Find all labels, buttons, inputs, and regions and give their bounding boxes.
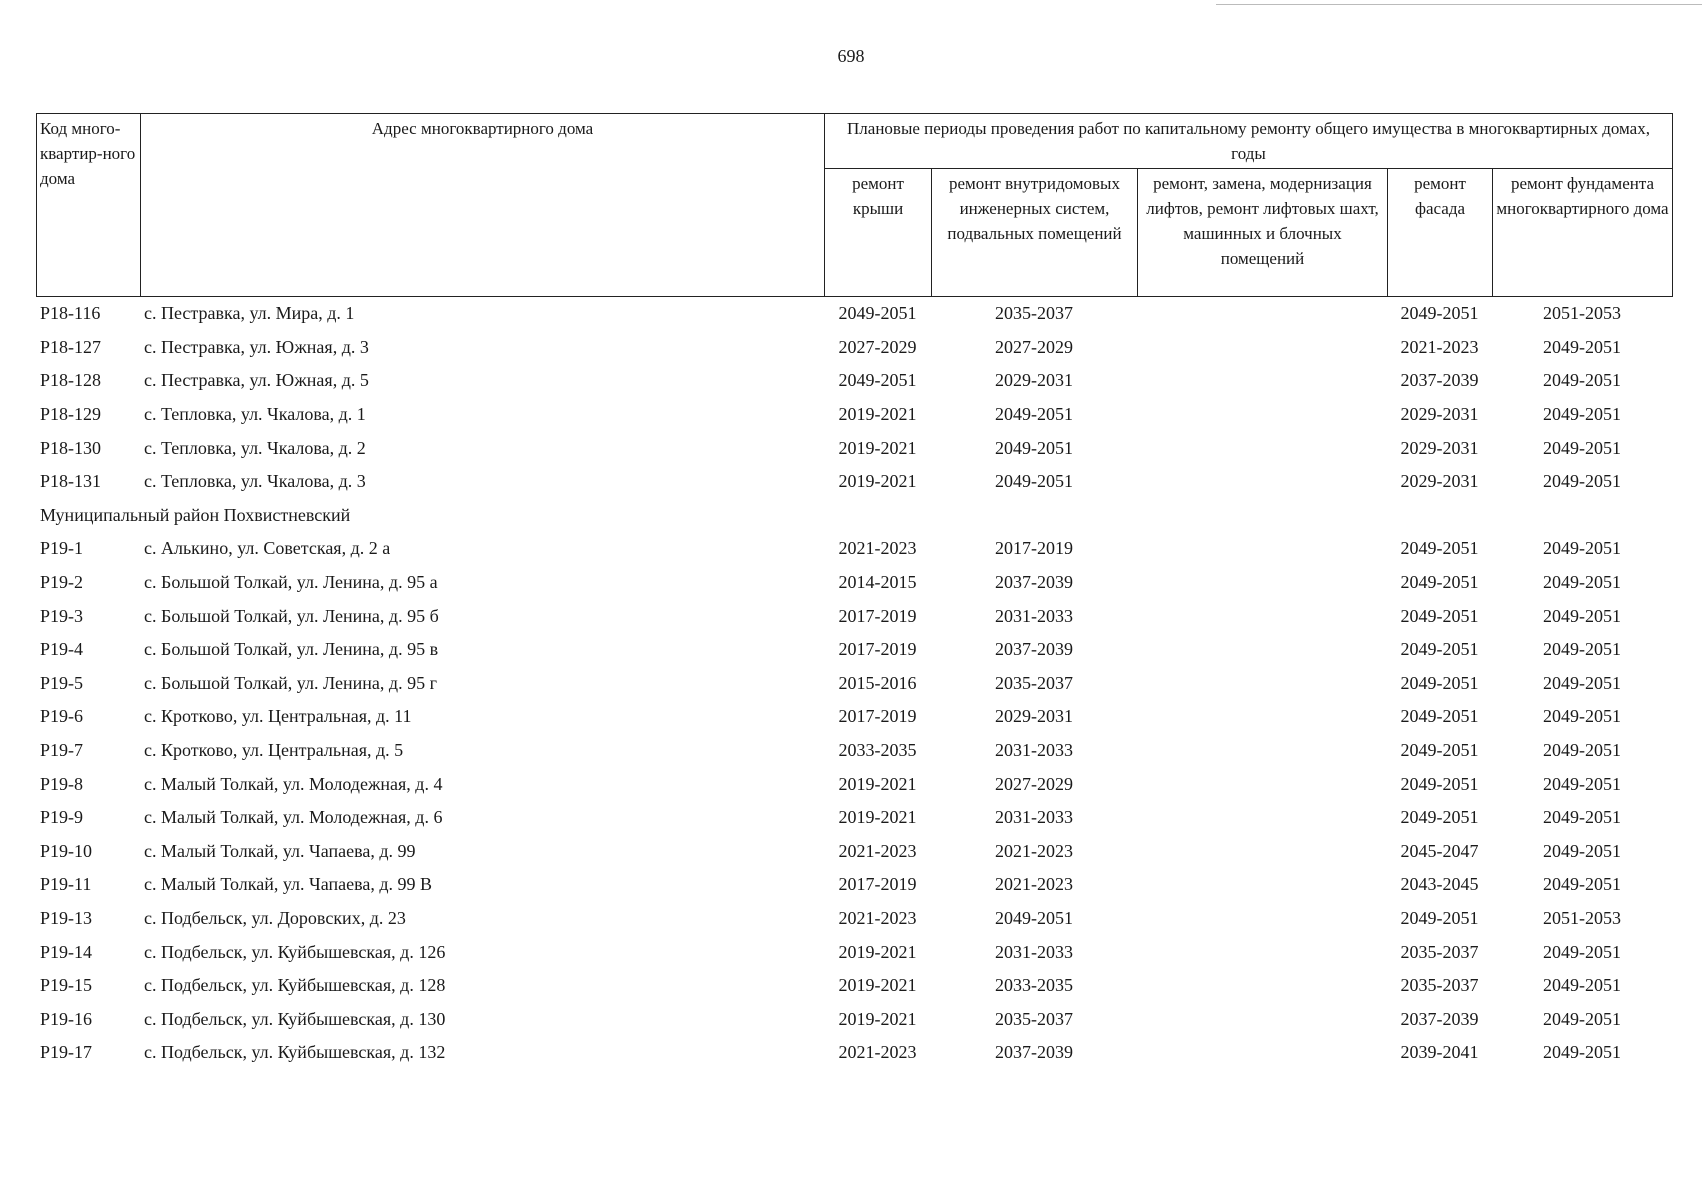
cell-foundation: 2049-2051 [1543, 773, 1621, 794]
rows-group-1 [36, 297, 1672, 499]
table-row [36, 1002, 1672, 1036]
cell-roof: 2019-2021 [838, 437, 917, 458]
cell-roof: 2019-2021 [838, 1008, 917, 1029]
cell-lifts [1137, 1036, 1387, 1070]
cell-facade: 2035-2037 [1400, 975, 1479, 996]
cell-facade: 2037-2039 [1400, 370, 1479, 391]
cell-code: Р18-127 [40, 336, 102, 357]
table-row [36, 734, 1672, 768]
header-periods-group: Плановые периоды проведения работ по капитальному ремонту общего имущества в многоквартирных домах, годы [825, 114, 1673, 169]
cell-code: Р19-15 [40, 975, 93, 996]
cell-foundation: 2049-2051 [1543, 605, 1621, 626]
cell-lifts [1137, 331, 1387, 365]
cell-lifts [1137, 835, 1387, 869]
cell-address: с. Малый Толкай, ул. Чапаева, д. 99 В [144, 874, 432, 895]
cell-address: с. Подбельск, ул. Доровских, д. 23 [144, 907, 406, 928]
cell-facade: 2049-2051 [1400, 572, 1479, 593]
cell-code: Р19-6 [40, 706, 84, 727]
cell-foundation: 2049-2051 [1543, 807, 1621, 828]
cell-lifts [1137, 599, 1387, 633]
cell-systems: 2035-2037 [995, 1008, 1073, 1029]
cell-code: Р19-13 [40, 907, 93, 928]
cell-systems: 2029-2031 [995, 370, 1073, 391]
table-row [36, 364, 1672, 398]
table-row [36, 398, 1672, 432]
cell-foundation: 2049-2051 [1543, 1008, 1621, 1029]
cell-address: с. Подбельск, ул. Куйбышевская, д. 126 [144, 941, 446, 962]
cell-facade: 2049-2051 [1400, 538, 1479, 559]
cell-lifts [1137, 667, 1387, 701]
cell-lifts [1137, 398, 1387, 432]
cell-roof: 2019-2021 [838, 471, 917, 492]
section-row [36, 499, 1672, 533]
table-row [36, 532, 1672, 566]
cell-foundation: 2049-2051 [1543, 336, 1621, 357]
cell-address: с. Подбельск, ул. Куйбышевская, д. 132 [144, 1042, 446, 1063]
cell-address: с. Пестравка, ул. Южная, д. 3 [144, 336, 369, 357]
cell-address: с. Малый Толкай, ул. Молодежная, д. 6 [144, 807, 443, 828]
cell-lifts [1137, 465, 1387, 499]
cell-systems: 2031-2033 [995, 807, 1073, 828]
cell-address: с. Малый Толкай, ул. Чапаева, д. 99 [144, 840, 416, 861]
cell-foundation: 2051-2053 [1543, 303, 1621, 324]
cell-lifts [1137, 297, 1387, 331]
cell-foundation: 2049-2051 [1543, 1042, 1621, 1063]
cell-lifts [1137, 1002, 1387, 1036]
cell-code: Р19-2 [40, 572, 84, 593]
cell-facade: 2049-2051 [1400, 639, 1479, 660]
cell-facade: 2021-2023 [1400, 336, 1479, 357]
cell-lifts [1137, 633, 1387, 667]
cell-code: Р19-8 [40, 773, 84, 794]
cell-facade: 2045-2047 [1400, 840, 1479, 861]
cell-roof: 2021-2023 [838, 840, 917, 861]
cell-facade: 2049-2051 [1400, 773, 1479, 794]
table-row [36, 566, 1672, 600]
cell-roof: 2017-2019 [838, 706, 917, 727]
cell-facade: 2049-2051 [1400, 706, 1479, 727]
cell-address: с. Кротково, ул. Центральная, д. 5 [144, 740, 404, 761]
cell-systems: 2021-2023 [995, 840, 1073, 861]
cell-foundation: 2049-2051 [1543, 437, 1621, 458]
header-lifts: ремонт, замена, модернизация лифтов, ремонт лифтовых шахт, машинных и блочных помещений [1138, 169, 1388, 297]
cell-facade: 2043-2045 [1400, 874, 1479, 895]
cell-systems: 2049-2051 [995, 471, 1073, 492]
cell-address: с. Большой Толкай, ул. Ленина, д. 95 б [144, 605, 439, 626]
cell-code: Р19-11 [40, 874, 92, 895]
table-row [36, 902, 1672, 936]
cell-lifts [1137, 566, 1387, 600]
table-row [36, 801, 1672, 835]
cell-foundation: 2049-2051 [1543, 538, 1621, 559]
table-row [36, 700, 1672, 734]
cell-roof: 2017-2019 [838, 874, 917, 895]
cell-lifts [1137, 431, 1387, 465]
table-row [36, 1036, 1672, 1070]
cell-foundation: 2049-2051 [1543, 941, 1621, 962]
cell-systems: 2033-2035 [995, 975, 1073, 996]
cell-code: Р18-128 [40, 370, 102, 391]
cell-roof: 2019-2021 [838, 404, 917, 425]
cell-foundation: 2049-2051 [1543, 572, 1621, 593]
cell-lifts [1137, 969, 1387, 1003]
cell-facade: 2049-2051 [1400, 605, 1479, 626]
cell-code: Р19-14 [40, 941, 93, 962]
table-row [36, 633, 1672, 667]
cell-lifts [1137, 767, 1387, 801]
cell-code: Р18-131 [40, 471, 102, 492]
cell-roof: 2019-2021 [838, 773, 917, 794]
cell-code: Р19-10 [40, 840, 93, 861]
cell-foundation: 2049-2051 [1543, 672, 1621, 693]
cell-foundation: 2049-2051 [1543, 639, 1621, 660]
cell-systems: 2037-2039 [995, 639, 1073, 660]
table-row [36, 431, 1672, 465]
cell-code: Р19-7 [40, 740, 84, 761]
cell-roof: 2019-2021 [838, 941, 917, 962]
cell-systems: 2027-2029 [995, 336, 1073, 357]
cell-facade: 2029-2031 [1400, 404, 1479, 425]
cell-address: с. Тепловка, ул. Чкалова, д. 2 [144, 437, 366, 458]
cell-lifts [1137, 532, 1387, 566]
cell-roof: 2017-2019 [838, 639, 917, 660]
cell-code: Р18-116 [40, 303, 101, 324]
cell-facade: 2029-2031 [1400, 437, 1479, 458]
cell-address: с. Подбельск, ул. Куйбышевская, д. 130 [144, 1008, 446, 1029]
header-roof: ремонт крыши [825, 169, 932, 297]
cell-roof: 2015-2016 [838, 672, 917, 693]
scan-top-rule [1216, 4, 1702, 5]
cell-roof: 2049-2051 [838, 370, 917, 391]
cell-address: с. Большой Толкай, ул. Ленина, д. 95 г [144, 672, 437, 693]
table-row [36, 969, 1672, 1003]
cell-facade: 2029-2031 [1400, 471, 1479, 492]
cell-systems: 2031-2033 [995, 605, 1073, 626]
cell-lifts [1137, 734, 1387, 768]
header-foundation: ремонт фундамента многоквартирного дома [1493, 169, 1673, 297]
cell-facade: 2049-2051 [1400, 303, 1479, 324]
cell-roof: 2027-2029 [838, 336, 917, 357]
table-row [36, 331, 1672, 365]
cell-address: с. Большой Толкай, ул. Ленина, д. 95 а [144, 572, 438, 593]
capital-repair-table [36, 113, 1672, 1070]
table-row [36, 935, 1672, 969]
cell-roof: 2019-2021 [838, 807, 917, 828]
cell-code: Р19-3 [40, 605, 84, 626]
cell-foundation: 2049-2051 [1543, 471, 1621, 492]
header-code: Код много-квартир-ного дома [37, 114, 141, 297]
cell-code: Р19-16 [40, 1008, 93, 1029]
cell-code: Р19-9 [40, 807, 84, 828]
cell-systems: 2037-2039 [995, 572, 1073, 593]
cell-foundation: 2049-2051 [1543, 706, 1621, 727]
cell-code: Р18-130 [40, 437, 102, 458]
cell-systems: 2049-2051 [995, 907, 1073, 928]
header-systems: ремонт внутридомовых инженерных систем, подвальных помещений [932, 169, 1138, 297]
cell-foundation: 2051-2053 [1543, 907, 1621, 928]
cell-facade: 2035-2037 [1400, 941, 1479, 962]
rows-group-2 [36, 532, 1672, 1070]
cell-foundation: 2049-2051 [1543, 370, 1621, 391]
cell-facade: 2049-2051 [1400, 907, 1479, 928]
cell-code: Р19-17 [40, 1042, 93, 1063]
cell-systems: 2031-2033 [995, 740, 1073, 761]
cell-lifts [1137, 935, 1387, 969]
cell-lifts [1137, 902, 1387, 936]
cell-roof: 2021-2023 [838, 907, 917, 928]
cell-address: с. Алькино, ул. Советская, д. 2 а [144, 538, 391, 559]
cell-facade: 2049-2051 [1400, 672, 1479, 693]
cell-systems: 2029-2031 [995, 706, 1073, 727]
cell-foundation: 2049-2051 [1543, 874, 1621, 895]
cell-code: Р19-4 [40, 639, 84, 660]
cell-facade: 2049-2051 [1400, 807, 1479, 828]
cell-foundation: 2049-2051 [1543, 404, 1621, 425]
table-body [36, 297, 1672, 1070]
cell-address: с. Пестравка, ул. Южная, д. 5 [144, 370, 369, 391]
cell-systems: 2037-2039 [995, 1042, 1073, 1063]
section-row-group [36, 499, 1672, 533]
cell-systems: 2049-2051 [995, 437, 1073, 458]
cell-code: Р18-129 [40, 404, 102, 425]
cell-roof: 2021-2023 [838, 1042, 917, 1063]
table-header [36, 113, 1673, 297]
cell-address: с. Малый Толкай, ул. Молодежная, д. 4 [144, 773, 443, 794]
cell-systems: 2035-2037 [995, 672, 1073, 693]
cell-systems: 2049-2051 [995, 404, 1073, 425]
cell-code: Р19-5 [40, 672, 84, 693]
cell-foundation: 2049-2051 [1543, 975, 1621, 996]
table-row [36, 835, 1672, 869]
cell-address: с. Тепловка, ул. Чкалова, д. 3 [144, 471, 366, 492]
cell-lifts [1137, 801, 1387, 835]
cell-facade: 2037-2039 [1400, 1008, 1479, 1029]
page-number: 698 [837, 46, 865, 66]
table-row [36, 599, 1672, 633]
table-row [36, 667, 1672, 701]
table-row [36, 297, 1672, 331]
cell-facade: 2039-2041 [1400, 1042, 1479, 1063]
cell-foundation: 2049-2051 [1543, 840, 1621, 861]
cell-address: с. Большой Толкай, ул. Ленина, д. 95 в [144, 639, 439, 660]
cell-lifts [1137, 364, 1387, 398]
table-row [36, 465, 1672, 499]
cell-systems: 2017-2019 [995, 538, 1073, 559]
header-address: Адрес многоквартирного дома [141, 114, 825, 297]
cell-systems: 2035-2037 [995, 303, 1073, 324]
section-title: Муниципальный район Похвистневский [40, 504, 351, 525]
cell-address: с. Пестравка, ул. Мира, д. 1 [144, 303, 355, 324]
cell-address: с. Тепловка, ул. Чкалова, д. 1 [144, 404, 366, 425]
cell-lifts [1137, 700, 1387, 734]
cell-roof: 2019-2021 [838, 975, 917, 996]
cell-address: с. Подбельск, ул. Куйбышевская, д. 128 [144, 975, 446, 996]
cell-foundation: 2049-2051 [1543, 740, 1621, 761]
cell-roof: 2021-2023 [838, 538, 917, 559]
cell-systems: 2021-2023 [995, 874, 1073, 895]
cell-roof: 2014-2015 [838, 572, 917, 593]
table-row [36, 767, 1672, 801]
cell-roof: 2049-2051 [838, 303, 917, 324]
header-facade: ремонт фасада [1388, 169, 1493, 297]
cell-systems: 2031-2033 [995, 941, 1073, 962]
cell-roof: 2033-2035 [838, 740, 917, 761]
cell-code: Р19-1 [40, 538, 84, 559]
cell-facade: 2049-2051 [1400, 740, 1479, 761]
cell-systems: 2027-2029 [995, 773, 1073, 794]
cell-lifts [1137, 868, 1387, 902]
cell-address: с. Кротково, ул. Центральная, д. 11 [144, 706, 412, 727]
cell-roof: 2017-2019 [838, 605, 917, 626]
table-row [36, 868, 1672, 902]
